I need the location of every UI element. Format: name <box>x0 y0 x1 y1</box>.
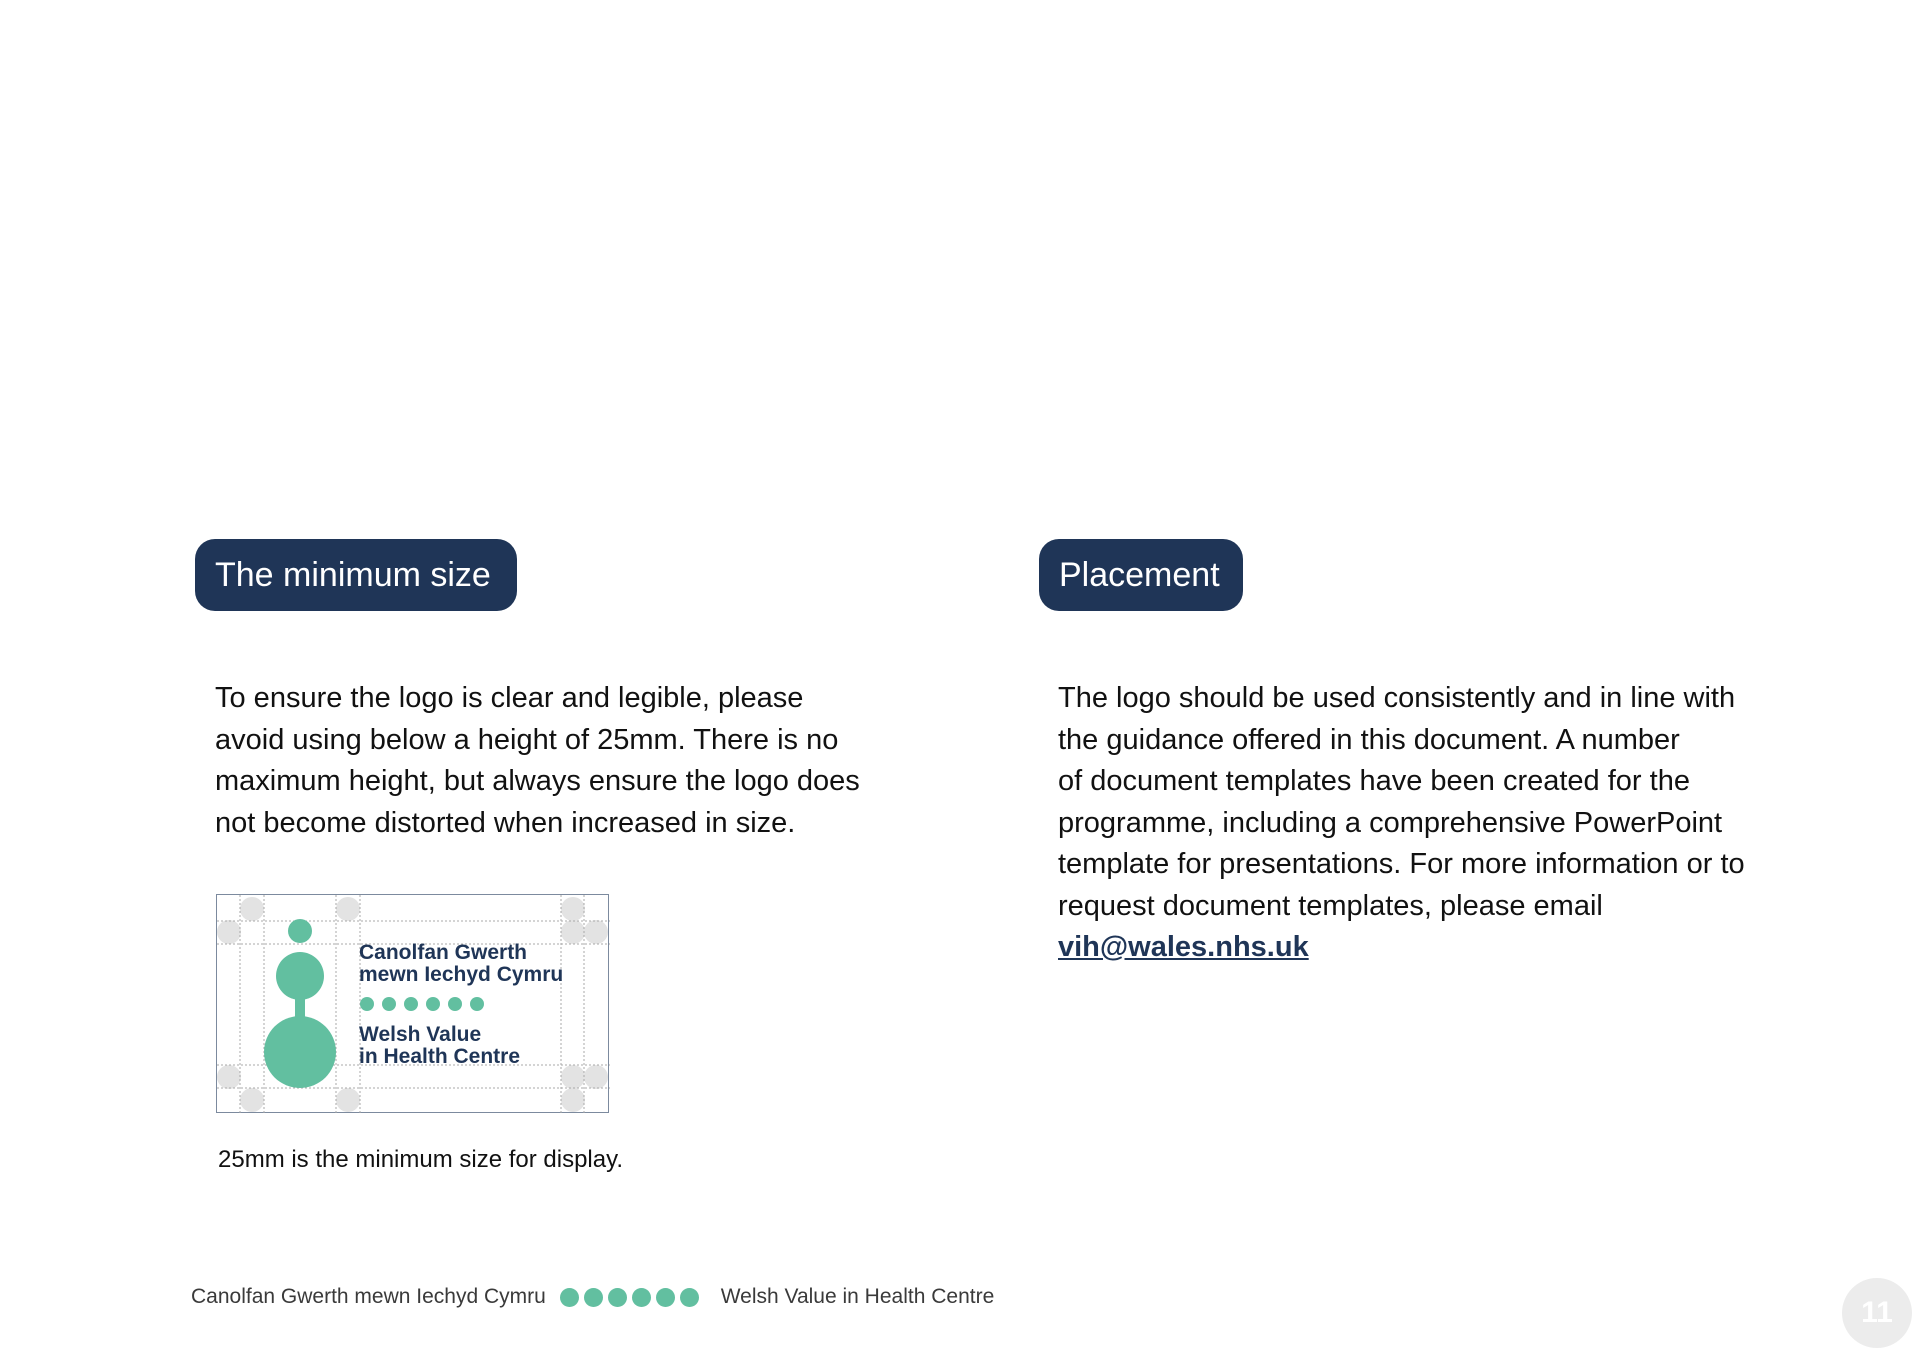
footer-welsh-name: Canolfan Gwerth mewn Iechyd Cymru <box>191 1285 546 1308</box>
logo-guides <box>217 895 610 1114</box>
body-line: template for presentations. For more information or to <box>1058 848 1745 880</box>
body-line: avoid using below a height of 25mm. There is no <box>215 723 839 756</box>
logo-text-line: Welsh Value <box>359 1023 482 1046</box>
body-line: maximum height, but always ensure the logo does <box>215 765 860 797</box>
logo-text-line: in Health Centre <box>359 1045 521 1068</box>
body-line: The logo should be used consistently and in line with <box>1058 682 1736 714</box>
placement-body <box>1058 678 1798 969</box>
body-line: the guidance offered in this document. A number <box>1058 723 1680 756</box>
email-link[interactable]: vih@wales.nhs.uk <box>1058 931 1309 963</box>
logo-text-line: Canolfan Gwerth <box>359 941 528 964</box>
logo-clearspace-diagram <box>216 894 609 1113</box>
body-line: request document templates, please email <box>1058 889 1603 922</box>
page-number-badge: 11 <box>1842 1278 1912 1348</box>
logo-welsh-name <box>359 942 563 986</box>
body-line: programme, including a comprehensive PowerPoint <box>1058 806 1723 839</box>
body-line: of document templates have been created for the <box>1058 765 1690 797</box>
footer-english-name: Welsh Value in Health Centre <box>720 1285 995 1308</box>
footer-dots-icon <box>560 1288 704 1307</box>
body-line: To ensure the logo is clear and legible, please <box>215 682 804 714</box>
logo-caption: 25mm is the minimum size for display. <box>218 1146 623 1173</box>
body-line: not become distorted when increased in size. <box>215 806 796 839</box>
logo-dots-icon <box>360 997 484 1011</box>
email-line <box>1058 927 1798 969</box>
logo-text-line: mewn Iechyd Cymru <box>359 963 564 986</box>
placement-heading: Placement <box>1039 539 1243 611</box>
minimum-size-heading: The minimum size <box>195 539 517 611</box>
logo-english-name <box>359 1024 520 1068</box>
minimum-size-body <box>215 678 915 844</box>
footer <box>191 1285 994 1315</box>
